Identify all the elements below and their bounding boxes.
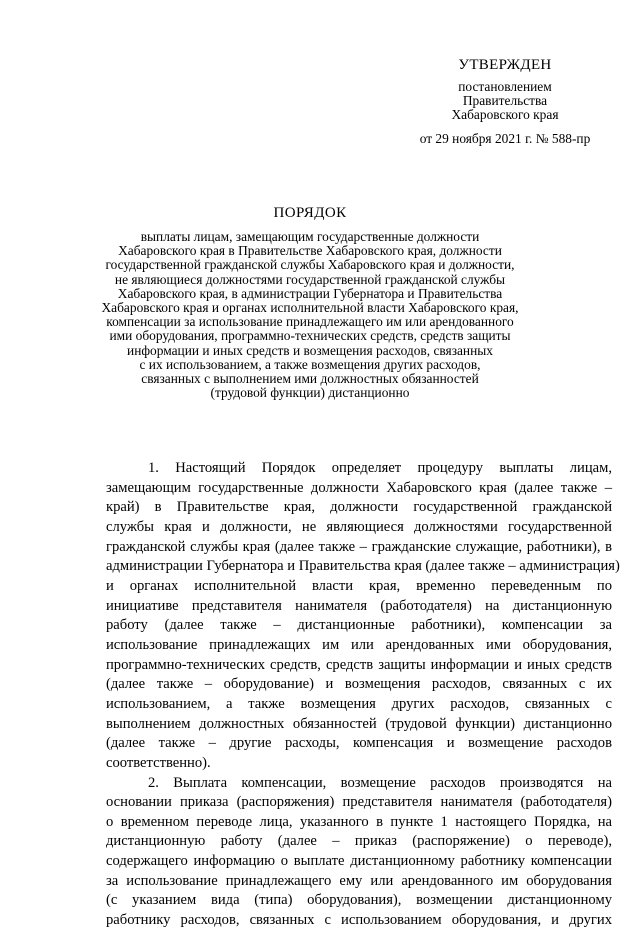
paragraph-line: 2. Выплата компенсации, возмещение расходов производятся на <box>148 774 612 791</box>
paragraph-line: замещающим государственные должности Хабаровского края (далее также – <box>106 479 612 496</box>
approval-stamp <box>400 56 610 146</box>
approval-line: Правительства <box>462 93 548 108</box>
paragraph-line: и органах исполнительной власти края, временно переведенным по <box>106 577 612 594</box>
title-line: Хабаровского края в Правительстве Хабаровского края, должности <box>118 243 502 259</box>
paragraph-line: инициативе представителя нанимателя (работодателя) на дистанционную <box>106 597 612 614</box>
title-line: выплаты лицам, замещающим государственные должности <box>140 229 480 244</box>
paragraph-line: основании приказа (распоряжения) представителя нанимателя (работодателя) <box>106 794 612 811</box>
paragraph-line: работнику расходов, связанных с использованием оборудования, и других <box>106 912 612 929</box>
document-title <box>100 204 520 400</box>
approval-date: от 29 ноября 2021 г. № 588-пр <box>419 131 591 146</box>
document-heading: ПОРЯДОК <box>273 205 347 221</box>
paragraph-line: (далее также – другие расходы, компенсация и возмещение расходов <box>106 735 612 752</box>
approval-heading: УТВЕРЖДЕН <box>458 57 552 73</box>
title-line: связанных с выполнением ими должностных обязанностей <box>141 371 479 387</box>
paragraph-line: край) в Правительстве края, должности государственной гражданской <box>106 499 612 516</box>
paragraph-line: программно-технических средств, средств защиты информации и иных средств <box>106 656 612 673</box>
paragraph-line: дистанционную работу (далее – приказ (распоряжение) о переводе), <box>106 833 612 850</box>
approval-line: постановлением <box>458 79 552 94</box>
paragraph-line: службы края и должности, не являющиеся должностями государственной <box>106 518 612 535</box>
paragraph-line: выполнением должностных обязанностей (трудовой функции) дистанционно <box>106 715 612 732</box>
title-line: (трудовой функции) дистанционно <box>210 385 410 401</box>
title-line: Хабаровского края и органах исполнительной власти Хабаровского края, <box>101 300 519 316</box>
paragraph-2 <box>106 774 612 931</box>
title-line: с их использованием, а также возмещения других расходов, <box>139 356 481 372</box>
title-line: Хабаровского края, в администрации Губернатора и Правительства <box>117 285 503 301</box>
title-line: компенсации за использование принадлежащего им или арендованного <box>106 314 514 330</box>
paragraph-line: за использование принадлежащего ему или арендованного им оборудования <box>106 872 612 889</box>
title-line: ими оборудования, программно-технических средств, средств защиты <box>109 328 511 344</box>
paragraph-line: гражданской службы края (далее также – гражданские служащие, работники), в <box>106 538 612 555</box>
paragraph-line: использованием, а также возмещения других расходов, связанных с <box>106 695 612 712</box>
paragraph-line: использование принадлежащих им или арендованных ими оборудования, <box>106 636 612 653</box>
approval-line: Хабаровского края <box>451 107 559 122</box>
paragraph-line: (далее также – оборудование) и возмещения расходов, связанных с их <box>106 676 612 693</box>
paragraph-line: администрации Губернатора и Правительства края (далее также – администрация) <box>106 558 620 575</box>
document-body <box>106 459 620 931</box>
paragraph-line: о временном переводе лица, указанного в пункте 1 настоящего Порядка, на <box>106 813 612 830</box>
paragraph-line: содержащего информацию о выплате дистанционному работнику компенсации <box>106 853 612 870</box>
title-line: не являющиеся должностями государственной гражданской службы <box>114 271 506 287</box>
title-line: информации и иных средств и возмещения расходов, связанных <box>127 342 493 358</box>
paragraph-line: (с указанием вида (типа) оборудования), возмещении дистанционному <box>106 892 612 909</box>
paragraph-line: 1. Настоящий Порядок определяет процедуру выплаты лицам, <box>148 460 612 476</box>
paragraph-line: соответственно). <box>106 754 211 771</box>
title-line: государственной гражданской службы Хабаровского края и должности, <box>105 257 515 273</box>
paragraph-1 <box>106 459 620 774</box>
paragraph-line: работу (далее также – дистанционные работники), компенсации за <box>106 617 612 634</box>
